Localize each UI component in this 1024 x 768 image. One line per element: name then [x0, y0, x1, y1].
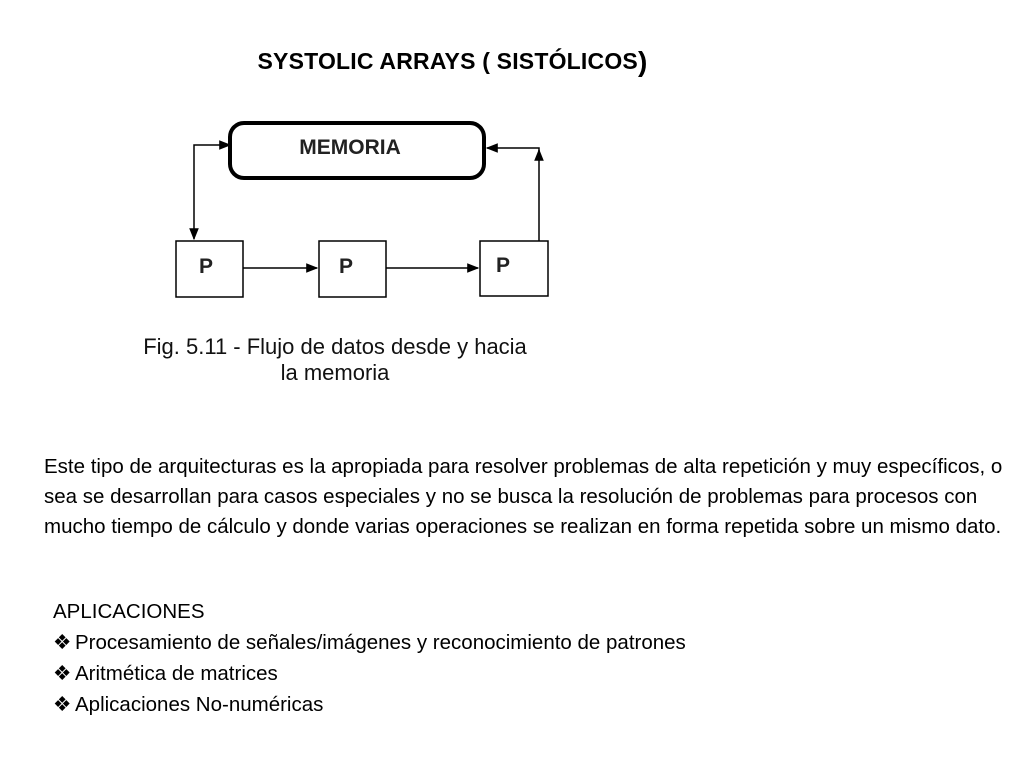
slide-title-text: SYSTOLIC ARRAYS ( SISTÓLICOS [257, 48, 638, 74]
caption-line-2: la memoria [280, 360, 390, 385]
description-paragraph: Este tipo de arquitecturas es la apropiada para resolver problemas de alta repetición y muy específicos, o sea se desarrollan para casos especiales y no se busca la resolución de problemas para procesos con mucho tiempo de cálculo y donde varias operaciones se realizan en forma repetida sobre un mismo dato. [44, 455, 1003, 538]
arrow-memory-to-p1 [194, 145, 230, 239]
list-item-label: Aritmética de matrices [75, 662, 278, 685]
list-item [53, 689, 953, 720]
diamond-bullet-icon: ❖ [53, 631, 72, 654]
list-item [53, 627, 953, 658]
caption-line-1: Fig. 5.11 - Flujo de datos desde y hacia [143, 334, 527, 359]
processor-label-1: P [198, 255, 214, 278]
list-item-label: Aplicaciones No-numéricas [75, 693, 324, 716]
arrow-p3-to-memory [487, 148, 539, 241]
diamond-bullet-icon: ❖ [53, 662, 72, 685]
processor-label-3: P [495, 254, 511, 277]
figure-caption [100, 334, 570, 386]
applications-section [53, 596, 953, 720]
list-item [53, 658, 953, 689]
processor-label-2: P [338, 255, 354, 278]
slide-title-close-paren: ) [637, 46, 648, 77]
applications-list [53, 627, 953, 720]
list-item-label: Procesamiento de señales/imágenes y reconocimiento de patrones [75, 631, 686, 654]
processor-box-3 [480, 241, 548, 296]
memory-label: MEMORIA [299, 136, 401, 159]
diamond-bullet-icon: ❖ [53, 693, 72, 716]
applications-heading: APLICACIONES [53, 600, 205, 623]
